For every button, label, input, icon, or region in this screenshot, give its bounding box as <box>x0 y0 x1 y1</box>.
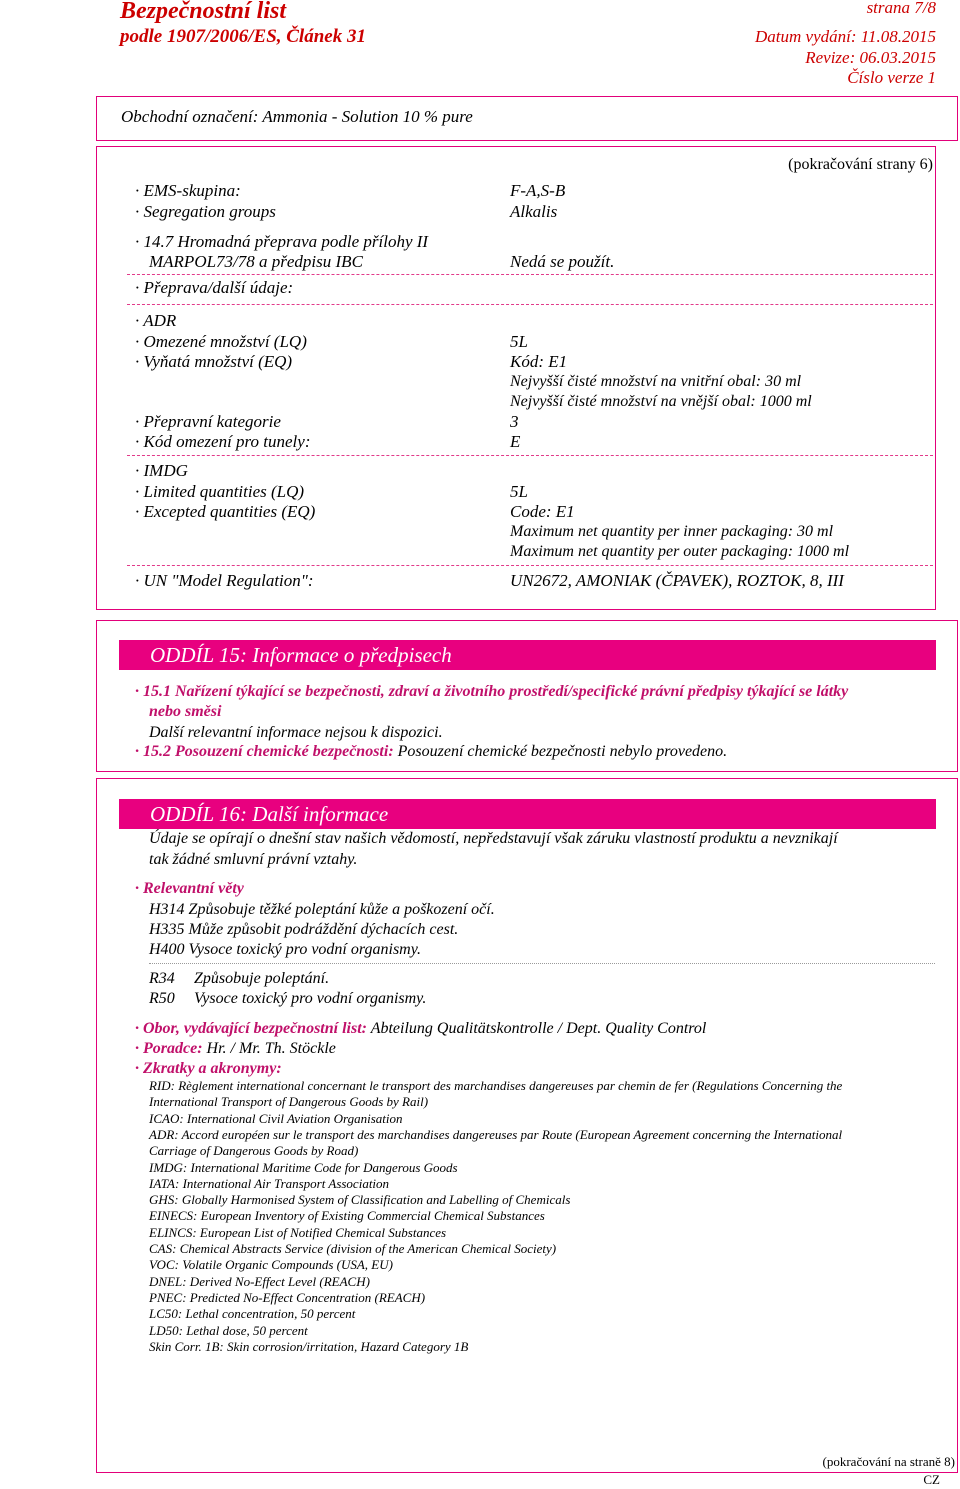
tunnel-code-label: · Kód omezení pro tunely: <box>135 432 310 452</box>
r-phrase: R34 Způsobuje poleptání. <box>149 970 330 987</box>
segregation-value: Alkalis <box>510 202 558 221</box>
section16-intro-line2: tak žádné smluvní právní vztahy. <box>149 851 358 868</box>
other-transport-label: · Přeprava/další údaje: <box>135 278 293 298</box>
contact-line <box>135 1040 336 1058</box>
section15-box <box>96 620 958 772</box>
abbreviation-item: ADR: Accord européen sur le transport des marchandises dangereuses par Route (European Agreement concerning the International <box>149 1126 843 1142</box>
issuer-label: · Obor, vydávající bezpečnostní list: <box>135 1020 367 1037</box>
section15-heading: ODDÍL 15: Informace o předpisech <box>119 640 936 670</box>
issuer-line <box>135 1020 706 1038</box>
section16-heading: ODDÍL 16: Další informace <box>119 799 936 829</box>
imdg-label: · IMDG <box>135 461 188 481</box>
adr-eq-inner: Nejvyšší čisté množství na vnitřní obal: 30 ml <box>510 373 802 390</box>
abbreviation-item: ICAO: International Civil Aviation Organisation <box>149 1110 403 1126</box>
abbreviation-item: IMDG: International Maritime Code for Dangerous Goods <box>149 1159 458 1175</box>
abbreviation-item: Carriage of Dangerous Goods by Road) <box>149 1143 359 1159</box>
marpol-label-line1: · 14.7 Hromadná přeprava podle přílohy II <box>135 232 428 252</box>
abbreviation-item: DNEL: Derived No-Effect Level (REACH) <box>149 1273 370 1289</box>
abbreviation-item: EINECS: European Inventory of Existing Commercial Chemical Substances <box>149 1208 545 1224</box>
abbreviation-item: VOC: Volatile Organic Compounds (USA, EU) <box>149 1257 393 1273</box>
section16-intro-line1: Údaje se opírají o dnešní stav našich vědomostí, nepředstavují však záruku vlastností produktu a nevznikají <box>149 830 838 847</box>
adr-eq-outer: Nejvyšší čisté množství na vnější obal: 1000 ml <box>510 393 812 410</box>
section15-item2-text: Posouzení chemické bezpečnosti nebylo provedeno. <box>393 743 728 760</box>
transport-category-label: · Přepravní kategorie <box>135 412 281 432</box>
language-code: CZ <box>923 1472 940 1487</box>
issuer-value: Abteilung Qualitätskontrolle / Dept. Quality Control <box>366 1020 707 1037</box>
divider <box>127 565 933 566</box>
section15-item1-title: · 15.1 Nařízení týkající se bezpečnosti, zdraví a životního prostředí/specifické právní předpisy týkající se látky <box>135 683 848 701</box>
continued-from-label: (pokračování strany 6) <box>788 156 933 173</box>
h-phrase: H400 Vysoce toxický pro vodní organismy. <box>149 941 421 958</box>
trade-name: Obchodní označení: Ammonia - Solution 10 % pure <box>121 107 473 126</box>
imdg-eq-inner: Maximum net quantity per inner packaging: 30 ml <box>510 523 834 540</box>
adr-eq-label: · Vyňatá množství (EQ) <box>135 352 292 372</box>
abbreviation-item: RID: Règlement international concernant le transport des marchandises dangereuses par chemin de fer (Regulations Concerning the <box>149 1078 843 1093</box>
imdg-lq-value: 5L <box>510 482 528 501</box>
un-model-value: UN2672, AMONIAK (ČPAVEK), ROZTOK, 8, III <box>510 571 844 590</box>
adr-lq-label: · Omezené množství (LQ) <box>135 332 307 352</box>
abbreviation-item: CAS: Chemical Abstracts Service (division of the American Chemical Society) <box>149 1241 557 1256</box>
tunnel-code-value: E <box>510 432 521 451</box>
revision-date: Revize: 06.03.2015 <box>805 48 936 67</box>
section16-box <box>96 778 958 1473</box>
document-subtitle: podle 1907/2006/ES, Článek 31 <box>120 26 366 47</box>
adr-label: · ADR <box>135 311 176 331</box>
ems-value: F-A,S-B <box>510 181 566 200</box>
h-phrase: H335 Může způsobit podráždění dýchacích cest. <box>149 921 459 938</box>
un-model-label: · UN "Model Regulation": <box>135 571 314 591</box>
relevant-phrases-label: · Relevantní věty <box>135 880 244 898</box>
page-number: strana 7/8 <box>866 0 936 17</box>
imdg-eq-value: Code: E1 <box>510 502 575 521</box>
h-phrase: H314 Způsobuje těžké poleptání kůže a poškození očí. <box>149 901 495 918</box>
abbreviation-item: ELINCS: European List of Notified Chemical Substances <box>149 1224 447 1240</box>
abbreviation-item: Skin Corr. 1B: Skin corrosion/irritation, Hazard Category 1B <box>149 1338 469 1354</box>
document-title: Bezpečnostní list <box>120 0 287 24</box>
section15-item1-title-cont: nebo směsi <box>149 703 222 720</box>
contact-label: · Poradce: <box>135 1040 203 1057</box>
abbreviation-item: IATA: International Air Transport Association <box>149 1175 390 1191</box>
imdg-eq-label: · Excepted quantities (EQ) <box>135 502 315 522</box>
version-number: Číslo verze 1 <box>847 68 936 87</box>
marpol-value: Nedá se použít. <box>510 252 615 271</box>
abbreviation-item: PNEC: Predicted No-Effect Concentration (REACH) <box>149 1289 426 1305</box>
trade-name-box <box>96 96 958 141</box>
imdg-eq-outer: Maximum net quantity per outer packaging: 1000 ml <box>510 543 850 560</box>
segregation-label: · Segregation groups <box>135 202 276 222</box>
imdg-lq-label: · Limited quantities (LQ) <box>135 482 304 502</box>
transport-category-value: 3 <box>510 412 519 431</box>
marpol-label-line2: MARPOL73/78 a předpisu IBC <box>149 252 363 271</box>
divider <box>127 304 933 305</box>
r-phrase: R50 Vysoce toxický pro vodní organismy. <box>149 990 427 1007</box>
continued-to-label: (pokračování na straně 8) <box>822 1454 955 1469</box>
abbreviation-item: International Transport of Dangerous Goods by Rail) <box>149 1094 429 1110</box>
abbreviation-item: LC50: Lethal concentration, 50 percent <box>149 1306 356 1322</box>
section15-item2-title: · 15.2 Posouzení chemické bezpečnosti: <box>135 743 394 760</box>
divider <box>149 963 935 964</box>
abbreviations-label: · Zkratky a akronymy: <box>135 1060 282 1078</box>
issue-date: Datum vydání: 11.08.2015 <box>755 27 936 46</box>
abbreviation-item: GHS: Globally Harmonised System of Classification and Labelling of Chemicals <box>149 1192 571 1208</box>
divider <box>127 455 933 456</box>
section15-item2 <box>135 743 727 761</box>
contact-value: Hr. / Mr. Th. Stöckle <box>202 1040 336 1057</box>
ems-label: · EMS-skupina: <box>135 181 241 201</box>
adr-lq-value: 5L <box>510 332 528 351</box>
abbreviation-item: LD50: Lethal dose, 50 percent <box>149 1322 308 1338</box>
transport-section-box <box>96 146 936 610</box>
divider <box>127 274 933 275</box>
adr-eq-value: Kód: E1 <box>510 352 568 371</box>
section15-item1-text: Další relevantní informace nejsou k dispozici. <box>149 724 443 741</box>
